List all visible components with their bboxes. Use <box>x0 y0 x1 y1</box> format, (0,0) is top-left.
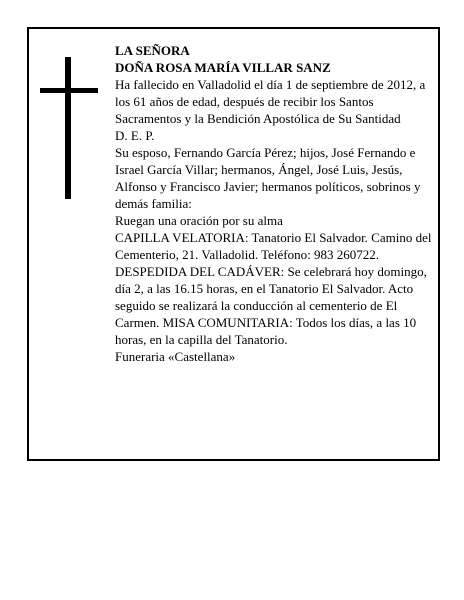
cross-icon <box>40 57 98 199</box>
prayer-request: Ruegan una oración por su alma <box>115 213 283 228</box>
deceased-name: DOÑA ROSA MARÍA VILLAR SANZ <box>115 60 331 75</box>
chapel-info: CAPILLA VELATORIA: Tanatorio El Salvador. Camino del Cementerio, 21. Valladolid. Teléfono: 983 260722. <box>115 230 432 262</box>
cross-vertical-bar <box>65 57 71 199</box>
obituary-text <box>115 42 433 365</box>
funeral-home: Funeraria «Castellana» <box>115 349 236 364</box>
cross-horizontal-bar <box>40 88 98 93</box>
rest-in-peace: D. E. P. <box>115 128 155 143</box>
obituary-notice <box>27 27 440 461</box>
family-list: Su esposo, Fernando García Pérez; hijos, José Fernando e Israel García Villar; hermanos, Ángel, José Luis, Jesús, Alfonso y Francisco Javier; hermanos políticos, sobrinos y demás familia: <box>115 145 421 211</box>
death-announcement: Ha fallecido en Valladolid el día 1 de septiembre de 2012, a los 61 años de edad, después de recibir los Santos Sacramentos y la Bendición Apostólica de Su Santidad <box>115 77 426 126</box>
notice-title: LA SEÑORA <box>115 43 190 58</box>
farewell-info: DESPEDIDA DEL CADÁVER: Se celebrará hoy domingo, día 2, a las 16.15 horas, en el Tanatorio El Salvador. Acto seguido se realizará la conducción al cementerio de El Carmen. MISA COMUNITARIA: Todos los días, a las 10 horas, en la capilla del Tanatorio. <box>115 264 427 347</box>
